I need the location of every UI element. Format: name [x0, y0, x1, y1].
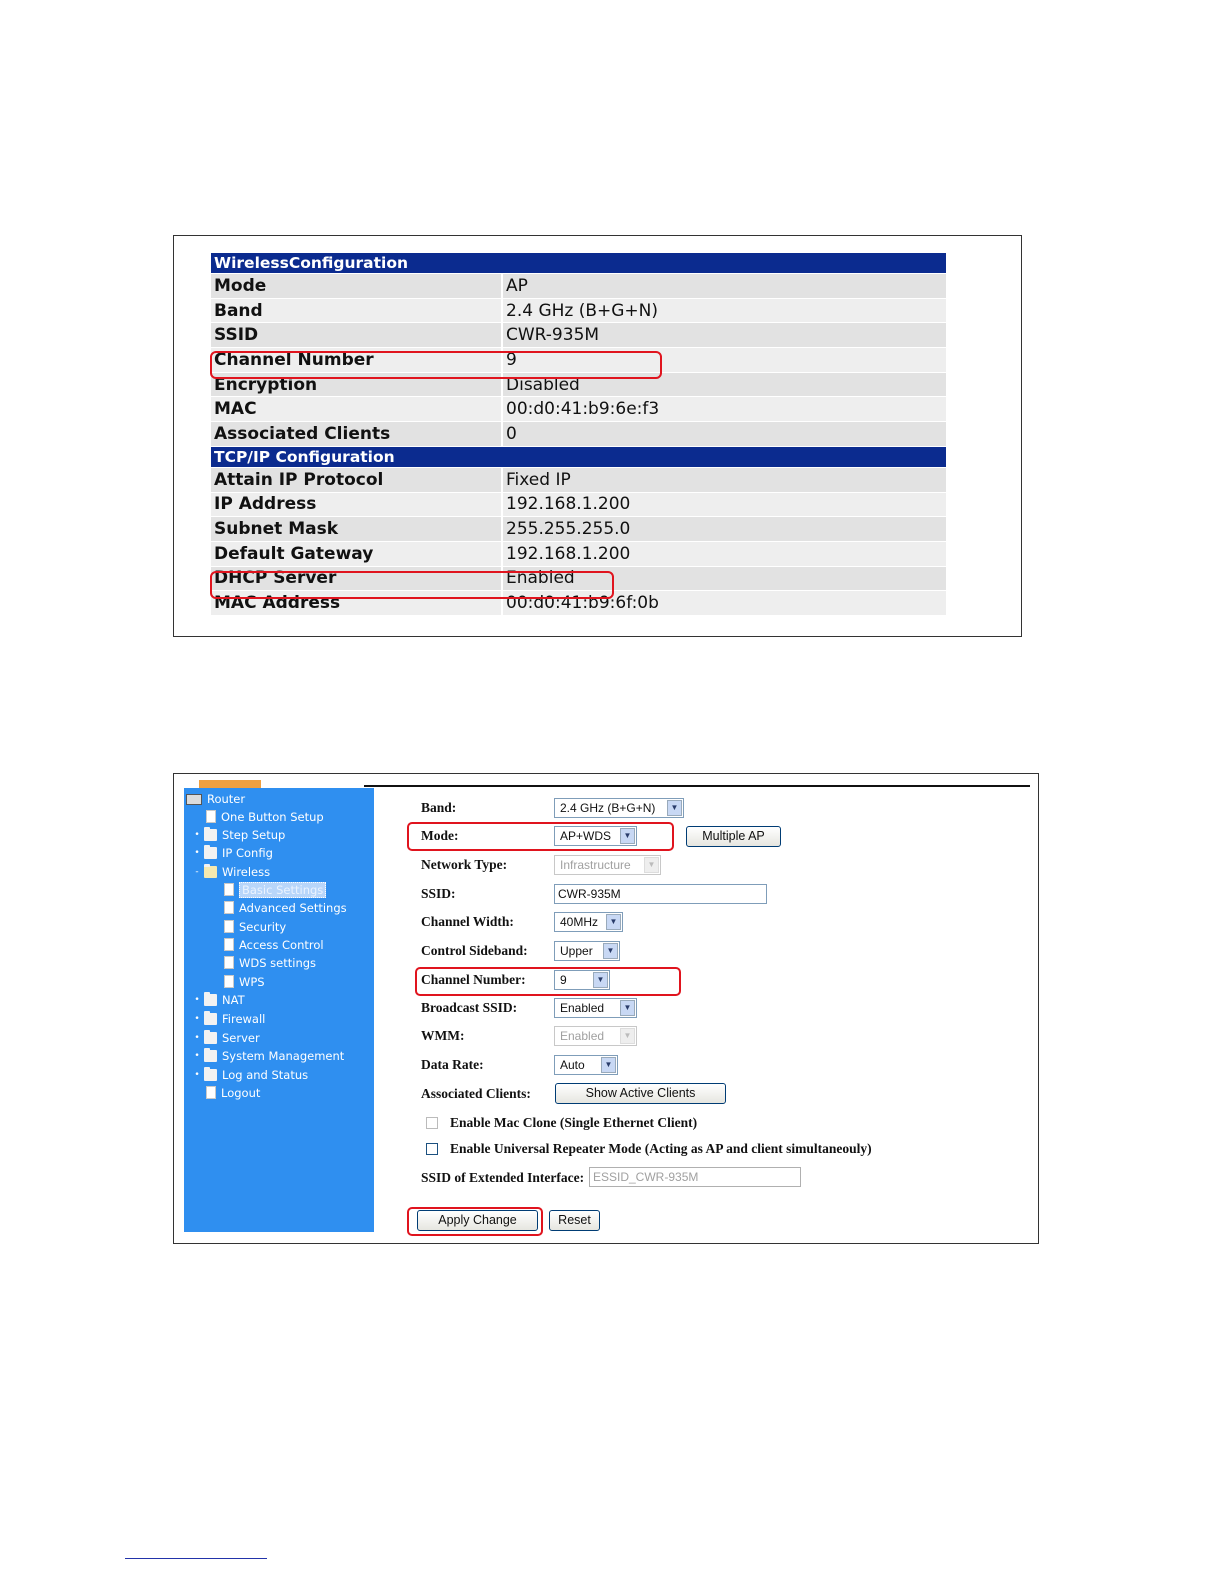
- expand-bullet-icon: •: [194, 1033, 200, 1043]
- channel-width-value: 40MHz: [560, 915, 599, 929]
- folder-icon: [204, 1050, 217, 1062]
- data-rate-select[interactable]: [554, 1055, 618, 1075]
- mac-clone-label: Enable Mac Clone (Single Ethernet Client): [450, 1115, 698, 1130]
- sidebar-item-access-control[interactable]: [224, 936, 324, 954]
- sidebar-item-label: Security: [239, 920, 287, 934]
- router-icon: [186, 794, 202, 805]
- reset-button[interactable]: Reset: [549, 1210, 600, 1231]
- sidebar-item-firewall[interactable]: [194, 1010, 266, 1028]
- folder-icon: [204, 1069, 217, 1081]
- band-value: 2.4 GHz (B+G+N): [560, 801, 656, 815]
- section-header-tcpip: TCP/IP Configuration: [211, 447, 946, 468]
- row-label: Associated Clients: [211, 422, 503, 447]
- chevron-down-icon: ▼: [606, 914, 621, 930]
- channel-number-value: 9: [560, 973, 567, 987]
- control-sideband-value: Upper: [560, 944, 593, 958]
- row-label: Mode: [211, 274, 503, 299]
- sidebar-item-wireless[interactable]: [195, 863, 271, 881]
- channel-width-select[interactable]: [554, 912, 623, 932]
- table-row: [211, 517, 946, 542]
- row-value: CWR-935M: [503, 323, 946, 348]
- folder-icon: [204, 829, 217, 841]
- sidebar-item-label: Router: [207, 792, 246, 806]
- sidebar-item-system-management[interactable]: [194, 1047, 345, 1065]
- page-icon: [224, 920, 234, 933]
- expand-bullet-icon: •: [194, 848, 200, 858]
- expand-bullet-icon: •: [194, 830, 200, 840]
- page-icon: [224, 956, 234, 969]
- control-sideband-select[interactable]: [554, 941, 620, 961]
- highlight-apply-change: [407, 1207, 543, 1236]
- page-icon: [206, 1086, 216, 1099]
- sidebar-item-label: WDS settings: [239, 956, 317, 970]
- sidebar-item-label: Server: [222, 1031, 260, 1045]
- sidebar-item-label: Wireless: [222, 865, 271, 879]
- network-type-select[interactable]: [554, 855, 661, 875]
- table-row: [211, 299, 946, 324]
- page-icon: [224, 901, 234, 914]
- status-table: [211, 253, 946, 616]
- sidebar-item-label: NAT: [222, 993, 245, 1007]
- status-figure: [173, 235, 1022, 637]
- chevron-down-icon: ▼: [644, 857, 659, 873]
- row-value: 00:d0:41:b9:6f:0b: [503, 591, 946, 616]
- row-value: Enabled: [503, 567, 946, 592]
- row-value: 255.255.255.0: [503, 517, 946, 542]
- row-label: IP Address: [211, 493, 503, 518]
- highlight-dhcp-server: [210, 571, 614, 599]
- folder-icon: [204, 1032, 217, 1044]
- sidebar-item-nat[interactable]: [194, 991, 245, 1009]
- sidebar-item-security[interactable]: [224, 918, 286, 936]
- expand-bullet-icon: •: [194, 995, 200, 1005]
- page-icon: [224, 975, 234, 988]
- broadcast-ssid-value: Enabled: [560, 1001, 605, 1015]
- row-value: AP: [503, 274, 946, 299]
- section-header-wireless: WirelessConfiguration: [211, 253, 946, 274]
- channel-width-label: Channel Width:: [421, 914, 514, 929]
- sidebar-item-advanced-settings[interactable]: [224, 899, 347, 917]
- page-icon: [224, 883, 234, 896]
- sidebar-item-label: Basic Settings: [239, 882, 326, 898]
- mac-clone-checkbox[interactable]: [426, 1117, 438, 1129]
- band-label: Band:: [421, 800, 457, 815]
- row-value: 9: [503, 348, 946, 373]
- header-strip: [199, 780, 261, 788]
- sidebar-item-wps[interactable]: [224, 973, 265, 991]
- row-label: Encryption: [211, 373, 503, 398]
- sidebar-item-ip-config[interactable]: [194, 844, 273, 862]
- chevron-down-icon: ▼: [620, 1000, 635, 1016]
- chevron-down-icon: ▼: [620, 1028, 635, 1044]
- page-icon: [224, 938, 234, 951]
- table-row: [211, 542, 946, 567]
- network-type-value: Infrastructure: [560, 858, 631, 872]
- sidebar-item-basic-settings[interactable]: [224, 881, 326, 899]
- ssid-extended-label: SSID of Extended Interface:: [421, 1170, 585, 1185]
- network-type-label: Network Type:: [421, 857, 508, 872]
- wmm-select[interactable]: [554, 1026, 637, 1046]
- row-label: MAC: [211, 397, 503, 422]
- sidebar-item-label: Logout: [221, 1086, 261, 1100]
- sidebar-item-label: Access Control: [239, 938, 324, 952]
- footer-underline: [125, 1558, 267, 1559]
- broadcast-ssid-label: Broadcast SSID:: [421, 1000, 518, 1015]
- mode-value: AP+WDS: [560, 829, 612, 843]
- table-row: [211, 274, 946, 299]
- sidebar-item-label: IP Config: [222, 846, 273, 860]
- row-label: DHCP Server: [211, 567, 503, 592]
- table-row: [211, 493, 946, 518]
- row-label: Band: [211, 299, 503, 324]
- chevron-down-icon: ▼: [593, 972, 608, 988]
- row-value: 192.168.1.200: [503, 542, 946, 567]
- wireless-basic-settings-figure: [173, 773, 1039, 1244]
- highlight-mode: [407, 822, 674, 851]
- sidebar-item-label: Firewall: [222, 1012, 266, 1026]
- sidebar: [184, 788, 374, 1232]
- sidebar-item-wds-settings[interactable]: [224, 954, 316, 972]
- control-sideband-label: Control Sideband:: [421, 943, 528, 958]
- sidebar-item-router[interactable]: [186, 790, 245, 808]
- sidebar-item-label: Advanced Settings: [239, 901, 347, 915]
- row-label: Channel Number: [211, 348, 503, 373]
- sidebar-item-logout[interactable]: [206, 1084, 260, 1102]
- chevron-down-icon: ▼: [601, 1057, 616, 1073]
- row-label: Attain IP Protocol: [211, 468, 503, 493]
- sidebar-item-label: WPS: [239, 975, 265, 989]
- apply-change-button[interactable]: Apply Change: [417, 1210, 538, 1231]
- wmm-value: Enabled: [560, 1029, 605, 1043]
- universal-repeater-label: Enable Universal Repeater Mode (Acting as AP and client simultaneouly): [450, 1141, 872, 1156]
- mode-label: Mode:: [421, 828, 459, 843]
- row-value: 192.168.1.200: [503, 493, 946, 518]
- sidebar-item-server[interactable]: [194, 1029, 260, 1047]
- wmm-label: WMM:: [421, 1028, 465, 1043]
- row-label: MAC Address: [211, 591, 503, 616]
- band-select[interactable]: [554, 798, 684, 818]
- broadcast-ssid-select[interactable]: [554, 998, 637, 1018]
- folder-icon: [204, 847, 217, 859]
- table-row: [211, 397, 946, 422]
- sidebar-item-label: Step Setup: [222, 828, 286, 842]
- row-value: 0: [503, 422, 946, 447]
- collapse-bullet-icon: -: [195, 867, 199, 877]
- show-active-clients-button[interactable]: Show Active Clients: [555, 1083, 726, 1104]
- folder-icon: [204, 994, 217, 1006]
- table-row: [211, 422, 946, 447]
- data-rate-label: Data Rate:: [421, 1057, 484, 1072]
- associated-clients-label: Associated Clients:: [421, 1086, 531, 1101]
- sidebar-item-log-and-status[interactable]: [194, 1066, 309, 1084]
- row-value: Fixed IP: [503, 468, 946, 493]
- sidebar-item-step-setup[interactable]: [194, 826, 286, 844]
- expand-bullet-icon: •: [194, 1070, 200, 1080]
- row-value: 00:d0:41:b9:6e:f3: [503, 397, 946, 422]
- chevron-down-icon: ▼: [620, 828, 635, 844]
- multiple-ap-button[interactable]: Multiple AP: [686, 826, 781, 847]
- ssid-label: SSID:: [421, 886, 456, 901]
- ssid-extended-input[interactable]: ESSID_CWR-935M: [589, 1167, 801, 1187]
- sidebar-item-one-button-setup[interactable]: [206, 808, 324, 826]
- chevron-down-icon: ▼: [603, 943, 618, 959]
- data-rate-value: Auto: [560, 1058, 585, 1072]
- expand-bullet-icon: •: [194, 1014, 200, 1024]
- expand-bullet-icon: •: [194, 1051, 200, 1061]
- row-value: Disabled: [503, 373, 946, 398]
- table-row: [211, 323, 946, 348]
- page-icon: [206, 810, 216, 823]
- channel-number-label: Channel Number:: [421, 972, 526, 987]
- open-folder-icon: [204, 866, 217, 878]
- ssid-input[interactable]: CWR-935M: [554, 884, 767, 904]
- chevron-down-icon: ▼: [667, 800, 682, 816]
- highlight-channel-number: [210, 351, 662, 379]
- sidebar-item-label: System Management: [222, 1049, 345, 1063]
- table-row: [211, 468, 946, 493]
- row-value: 2.4 GHz (B+G+N): [503, 299, 946, 324]
- universal-repeater-checkbox[interactable]: [426, 1143, 438, 1155]
- folder-icon: [204, 1013, 217, 1025]
- header-divider: [364, 785, 1030, 787]
- row-label: SSID: [211, 323, 503, 348]
- sidebar-item-label: One Button Setup: [221, 810, 324, 824]
- row-label: Default Gateway: [211, 542, 503, 567]
- highlight-channel-number: [415, 967, 681, 996]
- sidebar-item-label: Log and Status: [222, 1068, 309, 1082]
- row-label: Subnet Mask: [211, 517, 503, 542]
